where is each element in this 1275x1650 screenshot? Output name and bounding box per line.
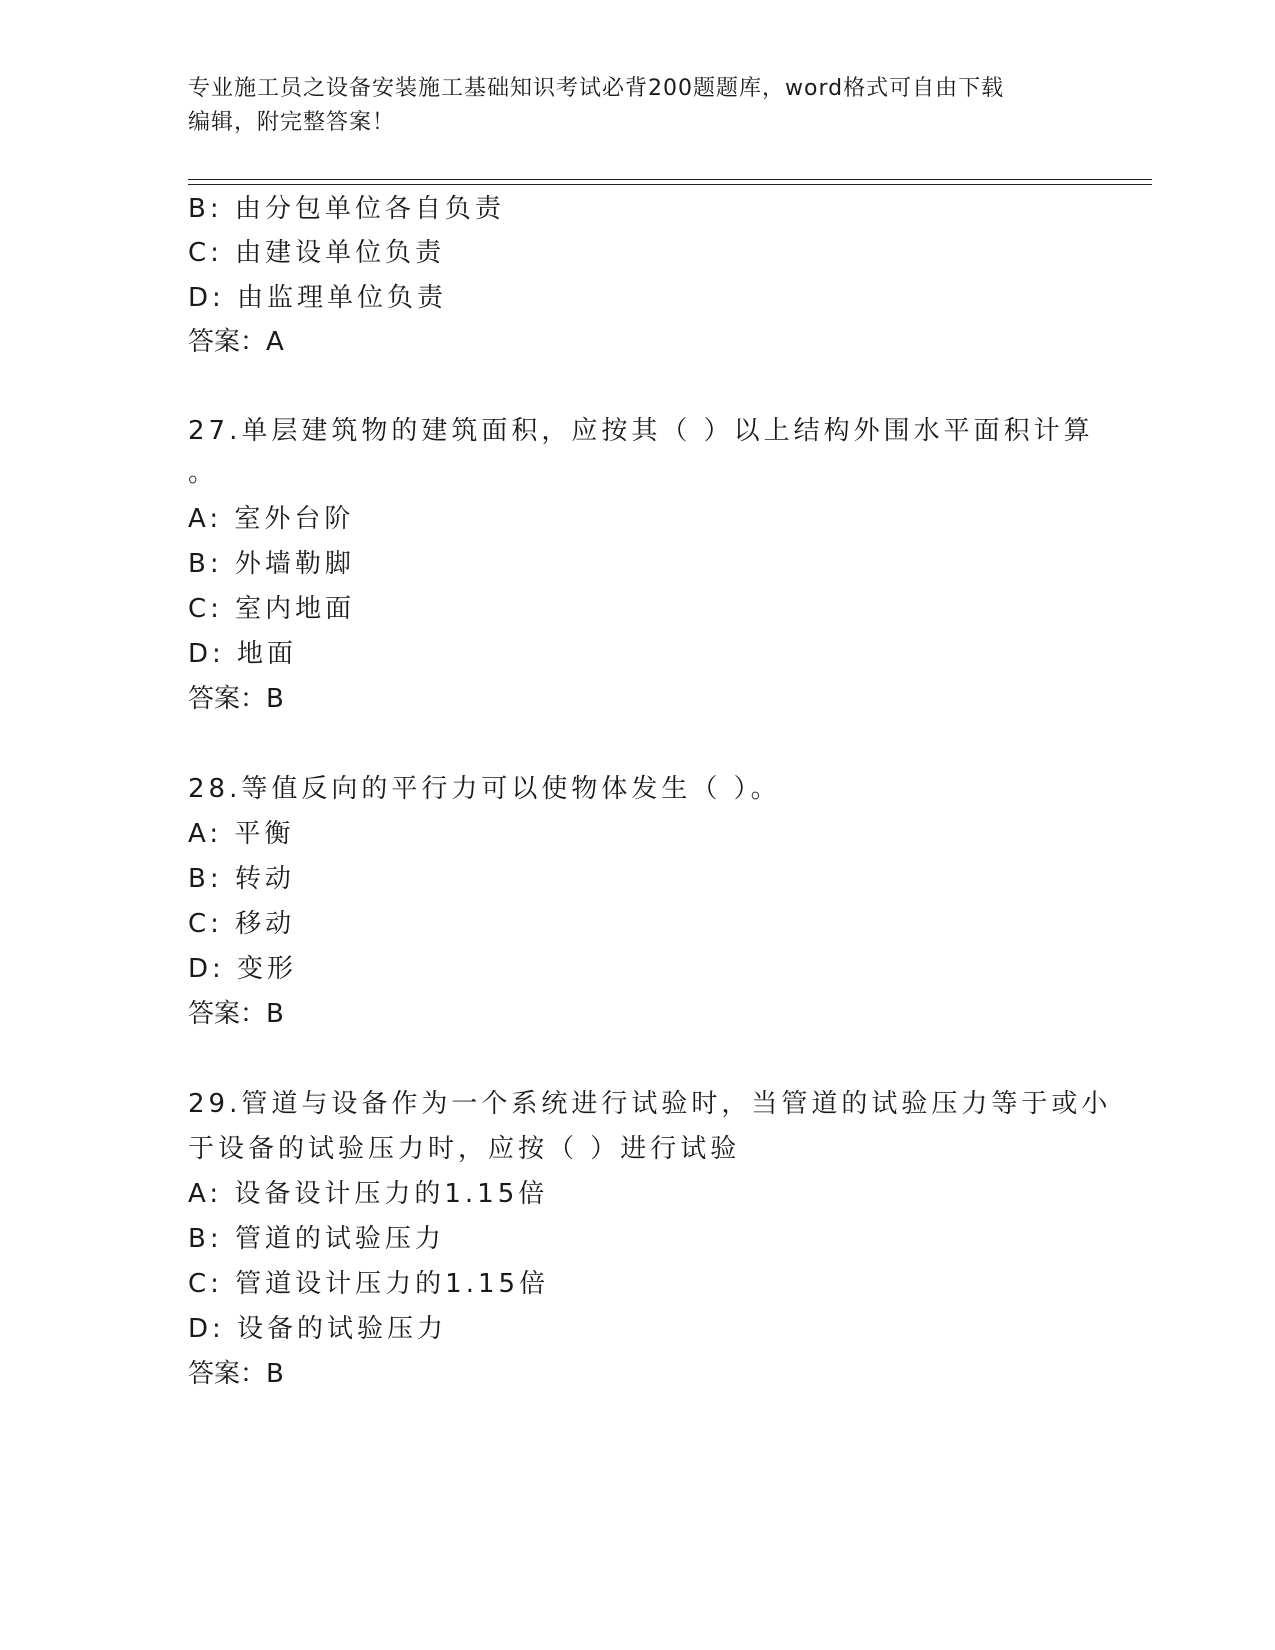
q27-stem-line-2: 。	[188, 458, 219, 488]
q27-option-d: D: 地面	[188, 639, 298, 669]
q29-option-c: C: 管道设计压力的1.15倍	[188, 1269, 550, 1299]
q28-option-c: C: 移动	[188, 909, 296, 939]
q27-option-a: A: 室外台阶	[188, 504, 355, 534]
q27-answer: 答案：B	[188, 684, 284, 714]
q28-option-a: A: 平衡	[188, 819, 295, 849]
q29-stem-line-1: 29.管道与设备作为一个系统进行试验时，当管道的试验压力等于或小	[188, 1089, 1112, 1119]
q29-option-d: D: 设备的试验压力	[188, 1314, 448, 1344]
q26-option-d: D: 由监理单位负责	[188, 283, 448, 313]
header-divider-bottom	[188, 184, 1152, 185]
q29-option-a: A: 设备设计压力的1.15倍	[188, 1179, 549, 1209]
q29-stem-line-2: 于设备的试验压力时，应按（ ）进行试验	[188, 1134, 741, 1164]
q28-answer: 答案：B	[188, 999, 284, 1029]
header-title-line-2: 编辑，附完整答案！	[188, 110, 396, 135]
q27-stem-line-1: 27.单层建筑物的建筑面积，应按其（ ）以上结构外围水平面积计算	[188, 416, 1094, 446]
q29-answer: 答案：B	[188, 1359, 284, 1389]
header-title-line-1: 专业施工员之设备安装施工基础知识考试必背200题题库，word格式可自由下载	[188, 76, 1005, 101]
q26-option-c: C: 由建设单位负责	[188, 238, 446, 268]
q29-option-b: B: 管道的试验压力	[188, 1224, 445, 1254]
q28-option-b: B: 转动	[188, 864, 295, 894]
q26-option-b: B: 由分包单位各自负责	[188, 194, 505, 224]
document-header	[188, 72, 1088, 140]
q26-answer: 答案：A	[188, 327, 284, 357]
q28-option-d: D: 变形	[188, 954, 298, 984]
header-divider-top	[188, 179, 1152, 180]
q27-option-b: B: 外墙勒脚	[188, 549, 355, 579]
q28-stem-line-1: 28.等值反向的平行力可以使物体发生（ ）。	[188, 774, 781, 804]
q27-option-c: C: 室内地面	[188, 594, 356, 624]
